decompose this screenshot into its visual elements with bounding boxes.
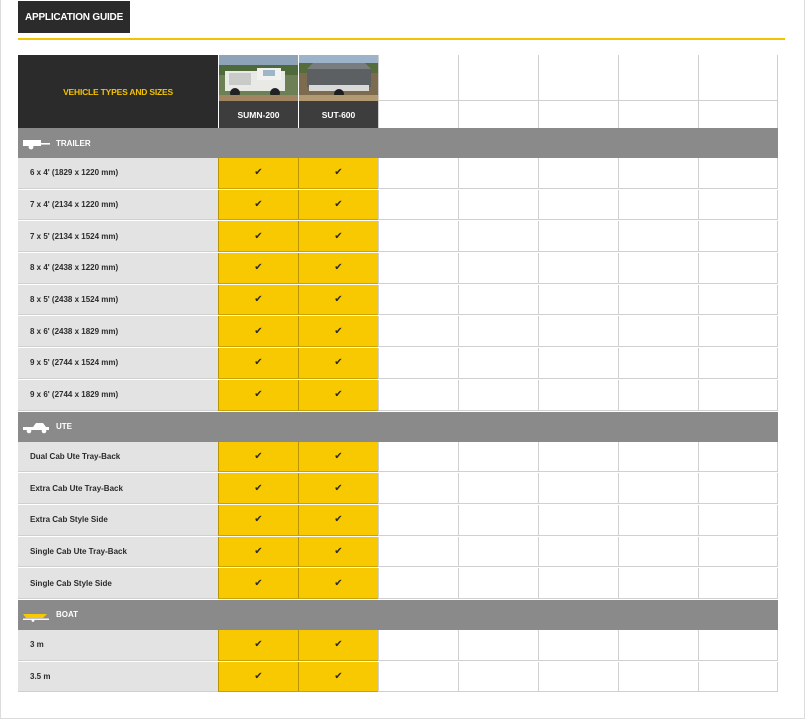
empty-cell	[618, 285, 698, 316]
product-column-sut-600: SUT-600	[298, 101, 378, 128]
table-row	[18, 473, 778, 505]
empty-cell	[458, 662, 538, 693]
compatible-cell	[218, 505, 298, 536]
section-header-trailer	[18, 128, 778, 158]
empty-cell	[538, 505, 618, 536]
empty-cell	[698, 285, 778, 316]
empty-header-cell	[378, 101, 458, 128]
compatible-cell	[218, 568, 298, 599]
check-icon: ✔	[334, 294, 343, 306]
trailer-cover-photo	[298, 55, 378, 101]
empty-cell	[618, 630, 698, 661]
empty-cell	[698, 158, 778, 189]
empty-cell	[698, 380, 778, 411]
check-icon: ✔	[334, 639, 343, 651]
compatible-cell	[298, 568, 378, 599]
vehicle-types-header: VEHICLE TYPES AND SIZES	[18, 55, 218, 128]
compatible-cell	[298, 221, 378, 252]
check-icon: ✔	[334, 357, 343, 369]
vehicle-size-label: 3 m	[18, 630, 218, 661]
check-icon: ✔	[254, 357, 263, 369]
check-icon: ✔	[254, 639, 263, 651]
check-icon: ✔	[254, 262, 263, 274]
vehicle-size-label: 3.5 m	[18, 662, 218, 693]
empty-cell	[458, 285, 538, 316]
vehicle-size-label: Dual Cab Ute Tray-Back	[18, 442, 218, 473]
empty-cell	[538, 316, 618, 347]
empty-cell	[458, 221, 538, 252]
empty-cell	[378, 221, 458, 252]
vehicle-size-label: 8 x 6' (2438 x 1829 mm)	[18, 316, 218, 347]
compatible-cell	[298, 190, 378, 221]
empty-cell	[698, 316, 778, 347]
empty-cell	[618, 442, 698, 473]
section-title: TRAILER	[56, 138, 91, 148]
check-icon: ✔	[334, 199, 343, 211]
check-icon: ✔	[254, 389, 263, 401]
empty-cell	[378, 348, 458, 379]
compatible-cell	[218, 473, 298, 504]
trailer-icon	[18, 136, 56, 150]
section-header-ute	[18, 412, 778, 442]
check-icon: ✔	[254, 545, 263, 557]
table-row	[18, 442, 778, 474]
empty-cell	[378, 630, 458, 661]
compatible-cell	[218, 221, 298, 252]
check-icon: ✔	[334, 389, 343, 401]
table-row	[18, 253, 778, 285]
vehicle-size-label: 7 x 4' (2134 x 1220 mm)	[18, 190, 218, 221]
empty-cell	[458, 190, 538, 221]
empty-cell	[458, 348, 538, 379]
table-row	[18, 630, 778, 662]
compatible-cell	[298, 473, 378, 504]
vehicle-size-label: 6 x 4' (1829 x 1220 mm)	[18, 158, 218, 189]
table-row	[18, 190, 778, 222]
compatible-cell	[218, 662, 298, 693]
empty-header-cell	[618, 55, 698, 101]
empty-cell	[378, 442, 458, 473]
empty-cell	[378, 158, 458, 189]
ute-icon	[18, 420, 56, 434]
check-icon: ✔	[334, 230, 343, 242]
empty-cell	[378, 285, 458, 316]
empty-cell	[698, 473, 778, 504]
empty-cell	[378, 190, 458, 221]
compatible-cell	[218, 630, 298, 661]
check-icon: ✔	[334, 514, 343, 526]
empty-cell	[698, 505, 778, 536]
vehicle-size-label: Extra Cab Ute Tray-Back	[18, 473, 218, 504]
check-icon: ✔	[334, 262, 343, 274]
empty-cell	[698, 221, 778, 252]
empty-cell	[458, 253, 538, 284]
check-icon: ✔	[254, 230, 263, 242]
empty-cell	[618, 380, 698, 411]
empty-cell	[538, 630, 618, 661]
vehicle-size-label: 8 x 5' (2438 x 1524 mm)	[18, 285, 218, 316]
empty-cell	[458, 442, 538, 473]
empty-cell	[538, 221, 618, 252]
empty-cell	[618, 221, 698, 252]
compatible-cell	[298, 537, 378, 568]
empty-cell	[378, 662, 458, 693]
empty-cell	[458, 316, 538, 347]
empty-cell	[618, 316, 698, 347]
table-row	[18, 537, 778, 569]
table-row	[18, 568, 778, 600]
compatible-cell	[298, 316, 378, 347]
empty-cell	[538, 568, 618, 599]
table-row	[18, 316, 778, 348]
check-icon: ✔	[254, 514, 263, 526]
compatible-cell	[218, 190, 298, 221]
vehicle-size-label: Single Cab Style Side	[18, 568, 218, 599]
empty-cell	[698, 662, 778, 693]
check-icon: ✔	[334, 325, 343, 337]
empty-cell	[538, 442, 618, 473]
compatible-cell	[298, 348, 378, 379]
empty-header-cell	[458, 55, 538, 101]
compatible-cell	[298, 662, 378, 693]
empty-cell	[618, 348, 698, 379]
empty-cell	[378, 380, 458, 411]
check-icon: ✔	[334, 450, 343, 462]
check-icon: ✔	[334, 670, 343, 682]
empty-header-cell	[698, 55, 778, 101]
empty-cell	[378, 253, 458, 284]
compatible-cell	[298, 285, 378, 316]
product-column-sumn-200: SUMN-200	[218, 101, 298, 128]
vehicle-size-label: Single Cab Ute Tray-Back	[18, 537, 218, 568]
empty-header-cell	[378, 55, 458, 101]
compatible-cell	[298, 158, 378, 189]
compatible-cell	[218, 348, 298, 379]
empty-cell	[538, 285, 618, 316]
application-guide-table	[18, 55, 778, 693]
compatible-cell	[298, 380, 378, 411]
empty-cell	[378, 316, 458, 347]
table-row	[18, 380, 778, 412]
table-row	[18, 662, 778, 694]
check-icon: ✔	[254, 670, 263, 682]
compatible-cell	[298, 505, 378, 536]
empty-cell	[458, 473, 538, 504]
check-icon: ✔	[254, 294, 263, 306]
compatible-cell	[298, 630, 378, 661]
empty-cell	[538, 190, 618, 221]
empty-header-cell	[698, 101, 778, 128]
ute-tray-photo	[218, 55, 298, 101]
section-title: UTE	[56, 422, 72, 431]
check-icon: ✔	[334, 482, 343, 494]
table-row	[18, 505, 778, 537]
empty-cell	[618, 473, 698, 504]
empty-cell	[458, 630, 538, 661]
empty-cell	[538, 380, 618, 411]
compatible-cell	[218, 158, 298, 189]
guide-divider	[18, 38, 785, 40]
empty-cell	[378, 473, 458, 504]
empty-cell	[538, 662, 618, 693]
empty-cell	[538, 158, 618, 189]
empty-cell	[698, 442, 778, 473]
vehicle-size-label: Extra Cab Style Side	[18, 505, 218, 536]
check-icon: ✔	[254, 167, 263, 179]
empty-cell	[458, 505, 538, 536]
empty-cell	[618, 537, 698, 568]
empty-cell	[618, 190, 698, 221]
check-icon: ✔	[254, 199, 263, 211]
empty-cell	[698, 348, 778, 379]
empty-cell	[698, 253, 778, 284]
empty-cell	[618, 568, 698, 599]
vehicle-size-label: 9 x 5' (2744 x 1524 mm)	[18, 348, 218, 379]
compatible-cell	[218, 537, 298, 568]
table-header	[18, 55, 778, 128]
empty-cell	[618, 253, 698, 284]
empty-cell	[698, 630, 778, 661]
empty-header-cell	[618, 101, 698, 128]
check-icon: ✔	[334, 577, 343, 589]
empty-cell	[378, 537, 458, 568]
empty-cell	[458, 158, 538, 189]
empty-header-cell	[458, 101, 538, 128]
check-icon: ✔	[334, 167, 343, 179]
compatible-cell	[218, 442, 298, 473]
empty-cell	[458, 537, 538, 568]
compatible-cell	[218, 285, 298, 316]
section-title: BOAT	[56, 610, 79, 620]
empty-header-cell	[538, 101, 618, 128]
empty-cell	[698, 537, 778, 568]
application-guide-tab[interactable]: APPLICATION GUIDE	[18, 1, 130, 33]
vehicle-size-label: 8 x 4' (2438 x 1220 mm)	[18, 253, 218, 284]
empty-cell	[378, 568, 458, 599]
compatible-cell	[298, 253, 378, 284]
section-header-boat	[18, 600, 778, 630]
table-row	[18, 221, 778, 253]
empty-cell	[698, 568, 778, 599]
empty-cell	[378, 505, 458, 536]
table-row	[18, 348, 778, 380]
empty-cell	[538, 348, 618, 379]
empty-cell	[618, 505, 698, 536]
compatible-cell	[218, 316, 298, 347]
empty-cell	[618, 662, 698, 693]
empty-cell	[458, 568, 538, 599]
vehicle-size-label: 7 x 5' (2134 x 1524 mm)	[18, 221, 218, 252]
compatible-cell	[218, 253, 298, 284]
empty-header-cell	[538, 55, 618, 101]
compatible-cell	[218, 380, 298, 411]
check-icon: ✔	[254, 482, 263, 494]
empty-cell	[538, 537, 618, 568]
empty-cell	[618, 158, 698, 189]
boat-icon	[18, 608, 56, 622]
empty-cell	[538, 473, 618, 504]
empty-cell	[538, 253, 618, 284]
table-row	[18, 158, 778, 190]
check-icon: ✔	[254, 325, 263, 337]
check-icon: ✔	[254, 577, 263, 589]
empty-cell	[698, 190, 778, 221]
check-icon: ✔	[254, 450, 263, 462]
vehicle-size-label: 9 x 6' (2744 x 1829 mm)	[18, 380, 218, 411]
empty-cell	[458, 380, 538, 411]
compatible-cell	[298, 442, 378, 473]
check-icon: ✔	[334, 545, 343, 557]
table-row	[18, 285, 778, 317]
